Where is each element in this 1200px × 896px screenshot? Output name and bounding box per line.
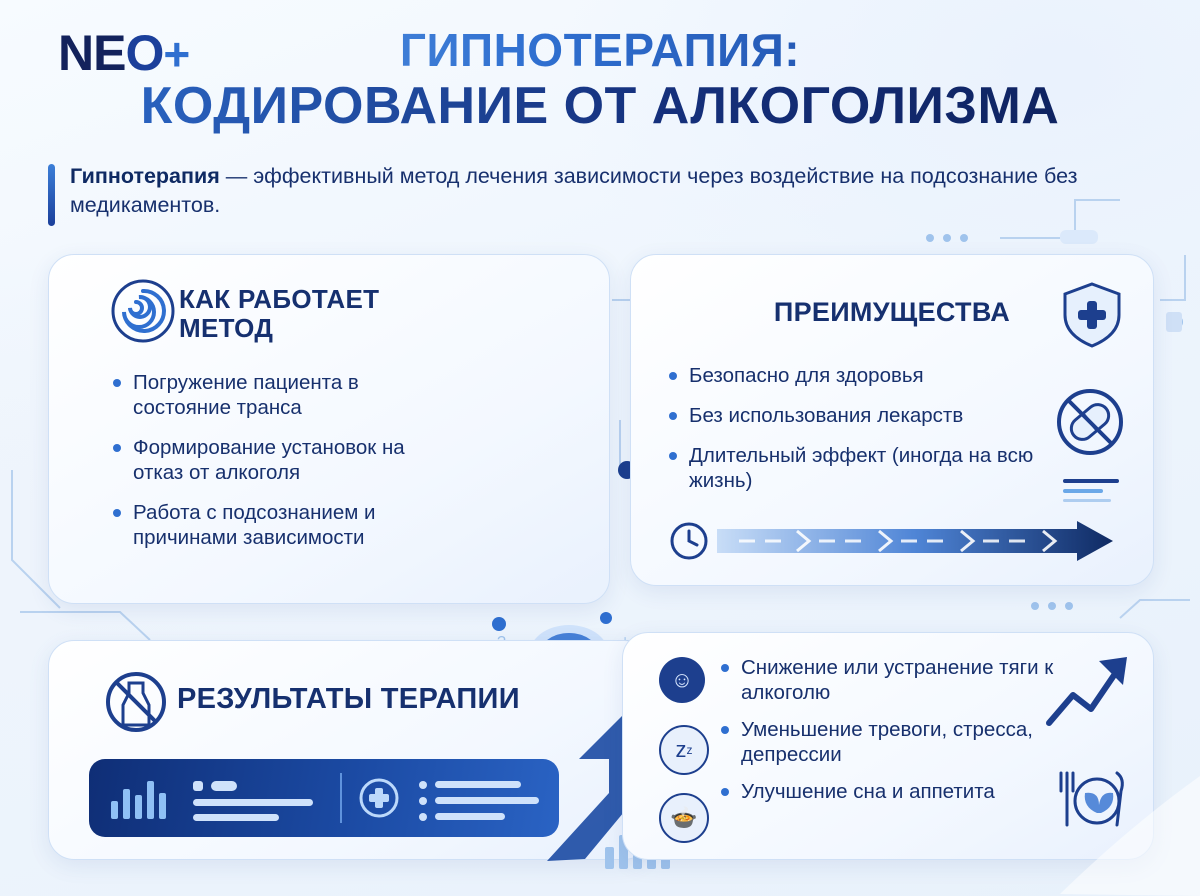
lead-bold-term: Гипнотерапия xyxy=(70,164,220,188)
list-item: Уменьшение тревоги, стресса, депрессии xyxy=(719,717,1079,767)
card-therapy-results xyxy=(48,640,650,860)
lines-decoration xyxy=(1063,477,1119,503)
effects-bullet-list xyxy=(719,655,1079,816)
lead-text: — эффективный метод лечения зависимости через воздействие на подсознание без медикаментов. xyxy=(70,164,1078,218)
card-how-method-works xyxy=(48,254,610,604)
no-alcohol-icon xyxy=(105,671,167,733)
trend-up-icon xyxy=(1043,647,1135,739)
list-item: Безопасно для здоровья xyxy=(667,363,1047,388)
list-item: Длительный эффект (иногда на всю жизнь) xyxy=(667,443,1047,493)
list-item: Без использования лекарств xyxy=(667,403,1047,428)
card-title-benefits: ПРЕИМУЩЕСТВА xyxy=(773,297,1011,327)
no-pill-icon xyxy=(1055,387,1125,457)
card-title-method: КАК РАБОТАЕТ МЕТОД xyxy=(179,284,380,344)
title-line-1: ГИПНОТЕРАПИЯ: xyxy=(0,26,1200,76)
page-title xyxy=(0,26,1200,134)
smile-face-icon: ☺ xyxy=(659,657,705,703)
corner-swoosh-decoration xyxy=(1050,776,1200,896)
method-bullet-list xyxy=(111,370,441,565)
benefits-bullet-list xyxy=(667,363,1047,508)
stats-panel-decoration xyxy=(89,759,559,837)
spiral-icon xyxy=(111,279,175,343)
brain-bowl-icon: 🍲 xyxy=(659,793,709,843)
list-item: Формирование установок на отказ от алкоголя xyxy=(111,435,441,485)
list-item: Улучшение сна и аппетита xyxy=(719,779,1079,804)
card-benefits xyxy=(630,254,1154,586)
list-item: Снижение или устранение тяги к алкоголю xyxy=(719,655,1079,705)
lead-paragraph xyxy=(48,162,1130,220)
list-item: Работа с подсознанием и причинами зависимости xyxy=(111,500,441,550)
shield-plus-icon xyxy=(1061,281,1123,349)
list-item: Погружение пациента в состояние транса xyxy=(111,370,441,420)
card-title-results: РЕЗУЛЬТАТЫ ТЕРАПИИ xyxy=(177,683,520,715)
sleep-moon-icon: z z xyxy=(659,725,709,775)
duration-arrow-progress xyxy=(669,519,1117,563)
title-line-2: КОДИРОВАНИЕ ОТ АЛКОГОЛИЗМА xyxy=(0,78,1200,134)
